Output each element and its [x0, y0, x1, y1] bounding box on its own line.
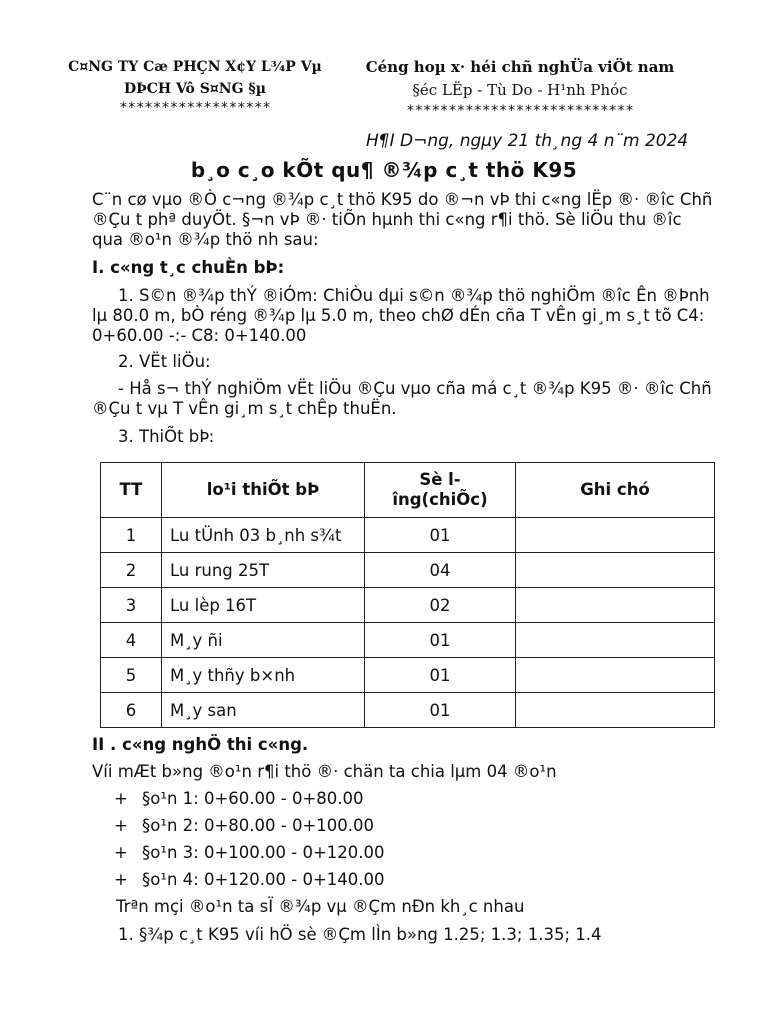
table-header-row: [101, 463, 715, 518]
segment-bullet: +: [114, 870, 128, 889]
cell-tt: 2: [101, 553, 162, 588]
table-row: [101, 658, 715, 693]
company-name-line1: C¤NG TY Cæ PHÇN X¢Y L¾P Vµ: [68, 59, 322, 75]
cell-quantity: 01: [365, 693, 516, 728]
company-stars-divider: ******************: [119, 100, 271, 116]
header-equipment-type: lo¹i thiÕt bÞ: [162, 463, 365, 518]
company-header: [40, 56, 350, 116]
cell-tt: 3: [101, 588, 162, 623]
segment-bullet: +: [114, 816, 128, 835]
segment-bullet: +: [114, 789, 128, 808]
header-notes: Ghi chó: [516, 463, 715, 518]
section-2-intro: Víi mÆt b»ng ®o¹n r¶i thö ®· chän ta chia lµm 04 ®o¹n: [92, 762, 557, 781]
cell-equipment: M¸y thñy b×nh: [162, 658, 365, 693]
cell-equipment: Lu rung 25T: [162, 553, 365, 588]
nation-stars-divider: ***************************: [406, 103, 634, 119]
cell-equipment: M¸y ñi: [162, 623, 365, 658]
section-2-heading: II . c«ng nghÖ thi c«ng.: [92, 735, 309, 754]
cell-note: [516, 693, 715, 728]
section-1-heading: I. c«ng t¸c chuÈn bÞ:: [92, 258, 285, 277]
nation-name: Céng hoµ x· héi chñ nghÜa viÖt nam: [365, 58, 675, 76]
table-row: [101, 693, 715, 728]
cell-tt: 5: [101, 658, 162, 693]
segment-item: §o¹n 4: 0+120.00 - 0+140.00: [142, 870, 385, 889]
segment-bullet: +: [114, 843, 128, 862]
materials-description: - Hå s¬ thÝ nghiÖm vËt liÖu ®Çu vµo cña má c¸t ®¾p K95 ®· ®îc Chñ ®Çu t vµ T vÊn gi¸m s¸t chÊp thuËn.: [92, 379, 712, 418]
step-1-compaction: 1. §¾p c¸t K95 víi hÖ sè ®Çm lÌn b»ng 1.25; 1.3; 1.35; 1.4: [118, 925, 602, 944]
site-description: 1. S©n ®¾p thÝ ®iÓm: ChiÒu dµi s©n ®¾p thö nghiÖm ®îc Ên ®Þnh lµ 80.0 m, bÒ réng ®¾p lµ 5.0 m, theo chØ dÉn cña T vÊn gi¸m s¸t tõ C4: 0+60.00 -:- C8: 0+140.00: [92, 286, 710, 345]
company-name-line2: DÞCH Vô S¤NG §µ: [124, 81, 266, 97]
nation-motto: §éc LËp - Tù Do - H¹nh Phóc: [412, 81, 628, 99]
cell-equipment: Lu lèp 16T: [162, 588, 365, 623]
table-row: [101, 623, 715, 658]
cell-note: [516, 553, 715, 588]
cell-tt: 6: [101, 693, 162, 728]
cell-quantity: 02: [365, 588, 516, 623]
cell-quantity: 01: [365, 623, 516, 658]
cell-equipment: Lu tÜnh 03 b¸nh s¾t: [162, 518, 365, 553]
table-row: [101, 588, 715, 623]
equipment-heading: 3. ThiÕt bÞ:: [118, 427, 215, 446]
cell-note: [516, 658, 715, 693]
segment-item: §o¹n 3: 0+100.00 - 0+120.00: [142, 843, 385, 862]
compaction-note: Trªn mçi ®o¹n ta sÏ ®¾p vµ ®Çm nÐn kh¸c nhau: [116, 897, 525, 916]
segment-item: §o¹n 2: 0+80.00 - 0+100.00: [142, 816, 375, 835]
cell-tt: 1: [101, 518, 162, 553]
segment-item: §o¹n 1: 0+60.00 - 0+80.00: [142, 789, 364, 808]
cell-quantity: 01: [365, 658, 516, 693]
header-quantity: Sè l- îng(chiÕc): [365, 463, 516, 518]
cell-note: [516, 623, 715, 658]
cell-quantity: 04: [365, 553, 516, 588]
materials-heading: 2. VËt liÖu:: [118, 352, 211, 371]
cell-note: [516, 588, 715, 623]
equipment-table: [100, 462, 715, 728]
table-row: [101, 553, 715, 588]
cell-quantity: 01: [365, 518, 516, 553]
national-motto-header: [350, 56, 690, 120]
table-row: [101, 518, 715, 553]
intro-paragraph: C¨n cø vµo ®Ò c¬ng ®¾p c¸t thö K95 do ®¬n vÞ thi c«ng lËp ®· ®îc Chñ ®Çu t phª duyÖt. §¬n vÞ ®· tiÕn hµnh thi c«ng r¶i thö. Sè liÖu thu ®îc qua ®o¹n ®¾p thö nh sau:: [92, 190, 713, 249]
document-date: H¶I D¬ng, ngµy 21 th¸ng 4 n¨m 2024: [366, 131, 689, 151]
cell-tt: 4: [101, 623, 162, 658]
cell-equipment: M¸y san: [162, 693, 365, 728]
document-title: b¸o c¸o kÕt qu¶ ®¾p c¸t thö K95: [190, 158, 578, 182]
cell-note: [516, 518, 715, 553]
header-tt: TT: [101, 463, 162, 518]
